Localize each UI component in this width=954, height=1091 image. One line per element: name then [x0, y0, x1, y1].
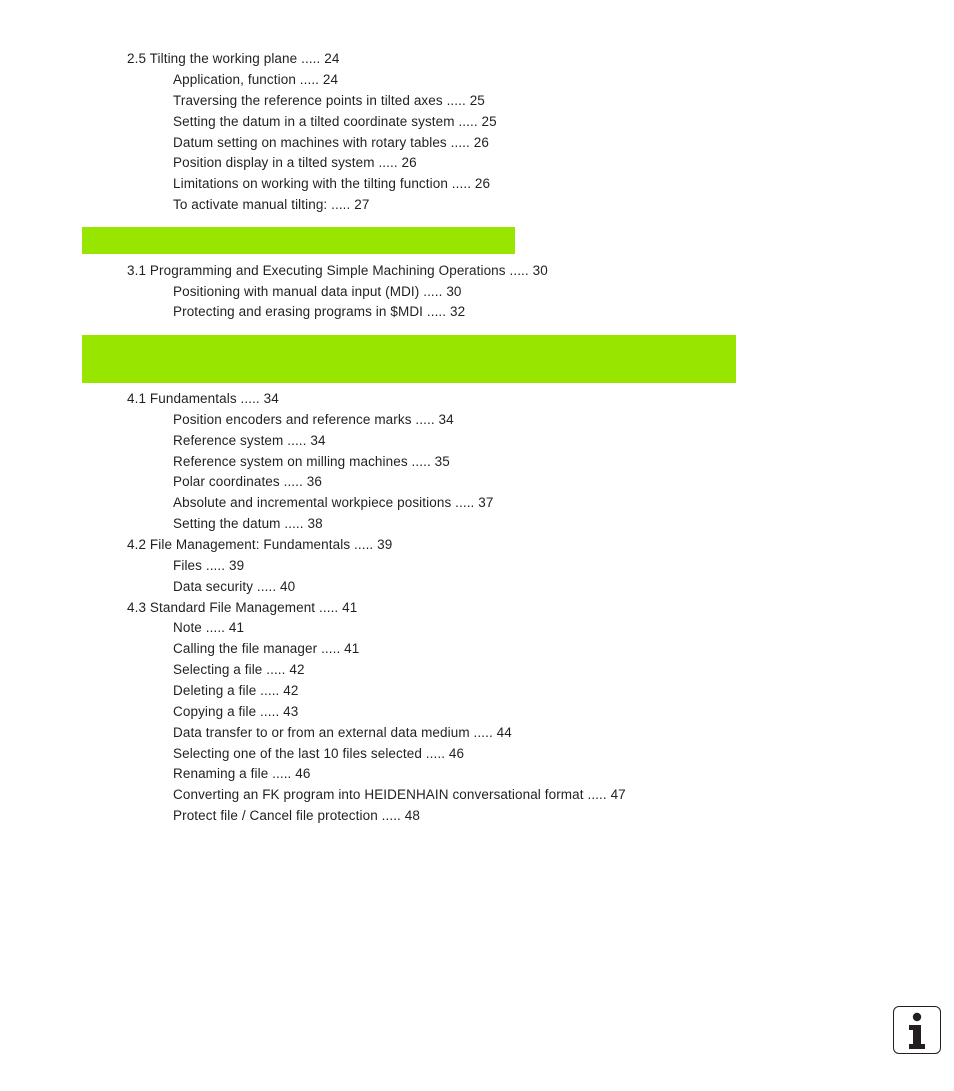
toc-entry[interactable]: Position encoders and reference marks ..... 34	[173, 412, 454, 427]
toc-entry[interactable]: Calling the file manager ..... 41	[173, 641, 360, 656]
toc-entry[interactable]: Setting the datum ..... 38	[173, 516, 323, 531]
toc-entry[interactable]: Copying a file ..... 43	[173, 704, 299, 719]
toc-entry[interactable]: Setting the datum in a tilted coordinate system ..... 25	[173, 114, 497, 129]
chapter-4-bar	[82, 335, 736, 383]
toc-heading-4-3[interactable]: 4.3 Standard File Management ..... 41	[127, 600, 358, 615]
toc-heading-3-1[interactable]: 3.1 Programming and Executing Simple Machining Operations ..... 30	[127, 263, 548, 278]
toc-entry[interactable]: Selecting one of the last 10 files selected ..... 46	[173, 746, 465, 761]
toc-entry[interactable]: Protect file / Cancel file protection ..... 48	[173, 808, 420, 823]
toc-heading-4-1[interactable]: 4.1 Fundamentals ..... 34	[127, 391, 279, 406]
toc-entry[interactable]: Renaming a file ..... 46	[173, 766, 311, 781]
toc-entry[interactable]: Application, function ..... 24	[173, 72, 339, 87]
toc-entry[interactable]: Protecting and erasing programs in $MDI ..... 32	[173, 304, 466, 319]
toc-entry[interactable]: Positioning with manual data input (MDI) ..... 30	[173, 284, 462, 299]
toc-entry[interactable]: Datum setting on machines with rotary tables ..... 26	[173, 135, 489, 150]
toc-entry[interactable]: Limitations on working with the tilting function ..... 26	[173, 176, 491, 191]
toc-heading-4-2[interactable]: 4.2 File Management: Fundamentals ..... 39	[127, 537, 393, 552]
toc-entry[interactable]: Selecting a file ..... 42	[173, 662, 305, 677]
toc-entry[interactable]: Reference system ..... 34	[173, 433, 326, 448]
toc-entry[interactable]: Data transfer to or from an external data medium ..... 44	[173, 725, 512, 740]
toc-entry[interactable]: Converting an FK program into HEIDENHAIN conversational format ..... 47	[173, 787, 626, 802]
toc-entry[interactable]: Deleting a file ..... 42	[173, 683, 299, 698]
toc-entry[interactable]: Position display in a tilted system ..... 26	[173, 155, 417, 170]
toc-entry[interactable]: Reference system on milling machines ..... 35	[173, 454, 450, 469]
toc-heading-2-5[interactable]: 2.5 Tilting the working plane ..... 24	[127, 51, 340, 66]
toc-entry[interactable]: Absolute and incremental workpiece positions ..... 37	[173, 495, 494, 510]
info-icon	[893, 1006, 941, 1054]
toc-entry[interactable]: Polar coordinates ..... 36	[173, 474, 322, 489]
toc-entry[interactable]: Traversing the reference points in tilted axes ..... 25	[173, 93, 485, 108]
chapter-3-bar	[82, 227, 515, 254]
toc-entry[interactable]: Data security ..... 40	[173, 579, 296, 594]
toc-entry[interactable]: Files ..... 39	[173, 558, 245, 573]
toc-entry[interactable]: Note ..... 41	[173, 620, 245, 635]
toc-entry[interactable]: To activate manual tilting: ..... 27	[173, 197, 370, 212]
